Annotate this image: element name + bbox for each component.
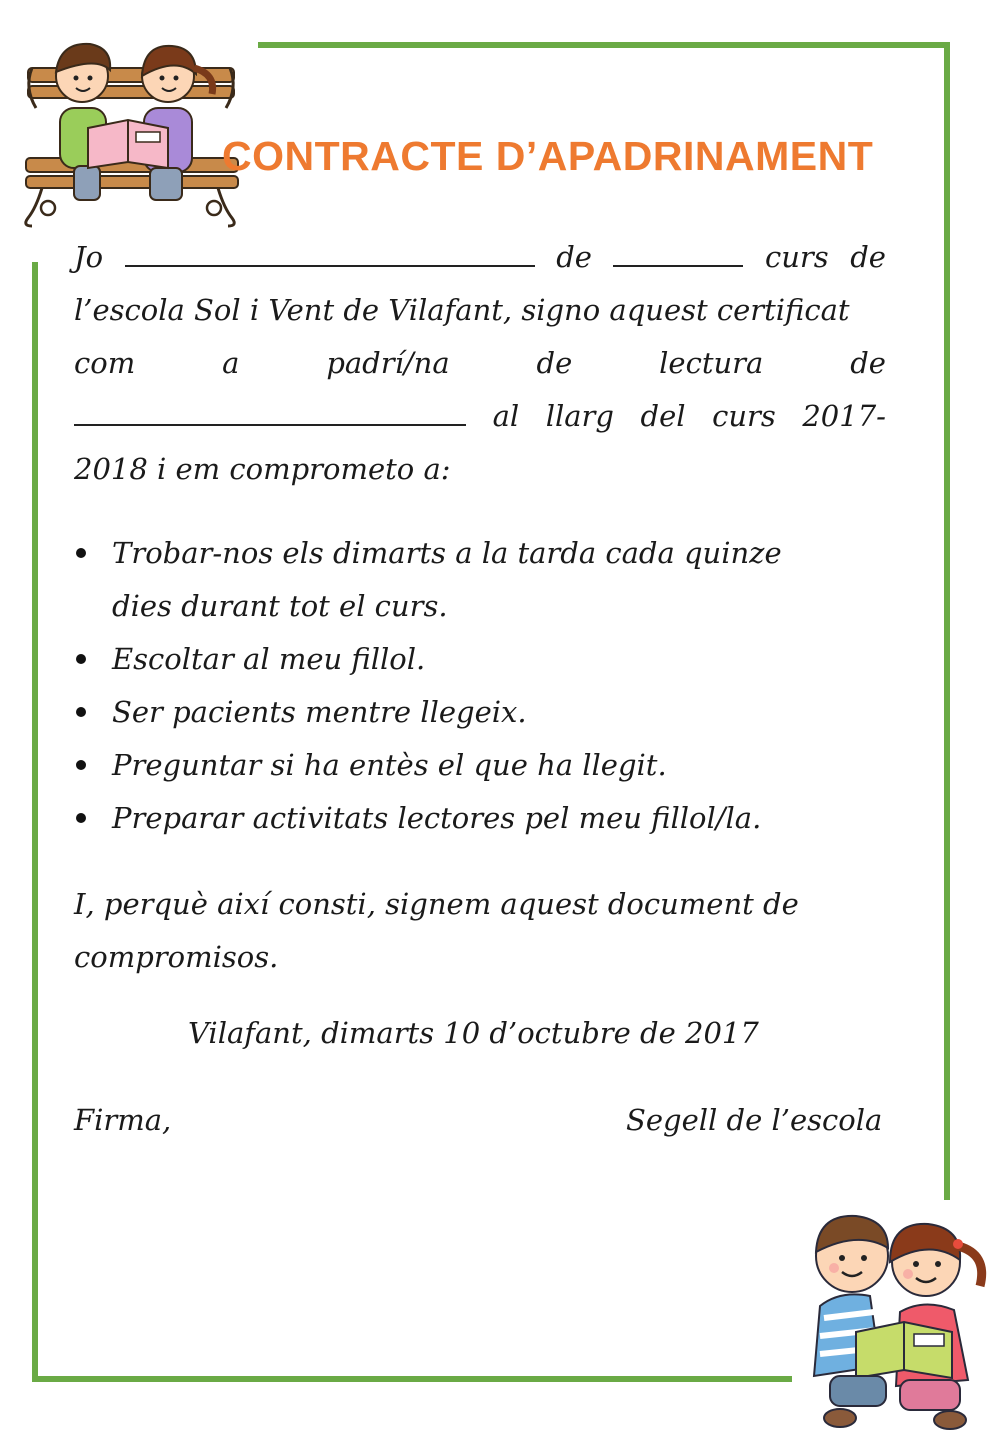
kids-reading-book-illustration [790,1196,993,1436]
word-de-2: de [850,240,886,274]
place-date: Vilafant, dimarts 10 d’octubre de 2017 [188,1016,759,1050]
intro-line-1 [74,231,886,284]
commitment-item [74,792,874,845]
closing-line-2: compromisos. [74,940,279,974]
frame-top-line [258,42,950,48]
commitment-item [74,633,874,686]
intro-line-4-word: 2017- [802,399,886,433]
word-de: de [556,240,592,274]
intro-line-5 [74,443,886,496]
school-stamp-label: Segell de l’escola [626,1103,883,1137]
intro-line-3-word: de [536,346,573,380]
commitment-text: Escoltar al meu fillol. [112,642,426,676]
course-blank [613,241,743,267]
commitment-text: Trobar-nos els dimarts a la tarda cada quinze [112,536,782,570]
intro-paragraph [74,231,886,496]
bullet-dot [76,760,86,770]
bullet-dot [76,548,86,558]
commitments-list [74,527,874,845]
intro-line-4-word: llarg [545,399,614,433]
intro-line-4-word: del [640,399,686,433]
frame-right-line [944,42,950,1200]
intro-line-3-word: lectura [659,346,764,380]
commitment-text: Preparar activitats lectores pel meu fillol/la. [112,801,762,835]
intro-line-3-word: padrí/na [326,346,450,380]
word-jo: Jo [74,240,104,274]
children-reading-bench-illustration [18,28,250,228]
intro-line-2-text: l’escola Sol i Vent de Vilafant, signo aquest certificat [74,293,850,327]
intro-line-2 [74,284,886,337]
bullet-dot [76,813,86,823]
commitment-item [74,739,874,792]
intro-line-4 [74,390,886,443]
bullet-dot [76,654,86,664]
commitment-text: Ser pacients mentre llegeix. [112,695,527,729]
signature-label: Firma, [74,1103,172,1137]
word-curs: curs [765,240,829,274]
frame-bottom-line [32,1376,792,1382]
intro-line-4-word: curs [712,399,776,433]
godchild-name-blank [74,400,466,426]
intro-line-4-word: al [492,399,520,433]
closing-paragraph [74,878,834,984]
intro-line-3-word: a [222,346,240,380]
frame-left-line [32,262,38,1382]
intro-line-3 [74,337,886,390]
commitment-item [74,686,874,739]
contract-title: CONTRACTE D’APADRINAMENT [222,133,874,180]
commitment-text-continued: dies durant tot el curs. [112,589,448,623]
commitment-text: Preguntar si ha entès el que ha llegit. [112,748,667,782]
intro-line-3-word: de [850,346,886,380]
intro-line-3-word: com [74,346,136,380]
commitment-item [74,527,874,633]
bullet-dot [76,707,86,717]
intro-line-5-text: 2018 i em comprometo a: [74,452,451,486]
closing-line-1: I, perquè així consti, signem aquest document de [74,887,799,921]
name-blank [125,241,535,267]
